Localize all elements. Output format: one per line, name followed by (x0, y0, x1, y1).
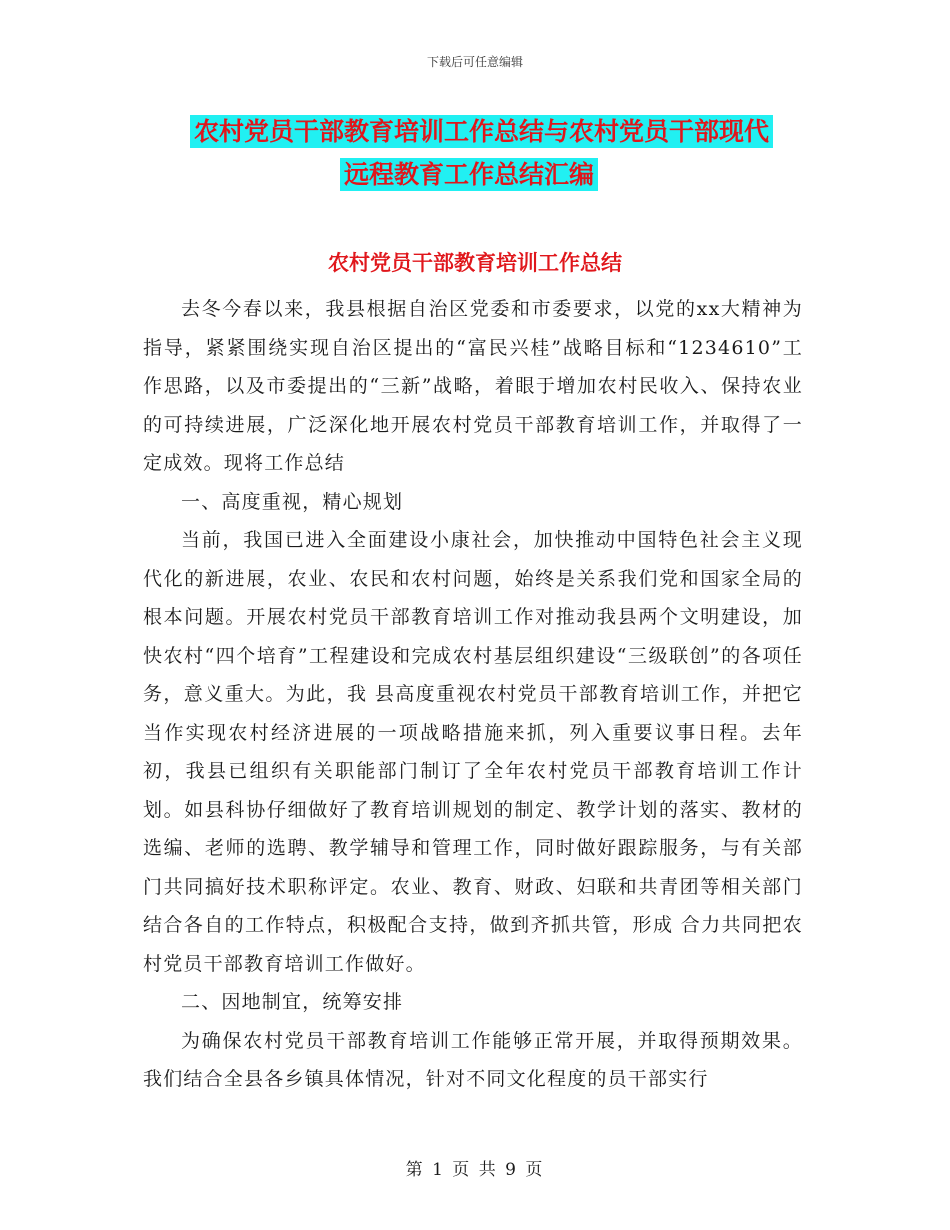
paragraph-intro: 去冬今春以来，我县根据自治区党委和市委要求，以党的xx大精神为指导，紧紧围绕实现自治区提出的“富民兴桂”战略目标和“1234610”工作思路，以及市委提出的“三新”战略，着眼于增加农村民收入、保持农业的可持续进展，广泛深化地开展农村党员干部教育培训工作，并取得了一定成效。现将工作总结 (143, 298, 803, 474)
document-title-text-2: 远程教育工作总结汇编 (340, 158, 598, 191)
page-header-note: 下载后可任意编辑 (426, 55, 523, 69)
document-title-text-1: 农村党员干部教育培训工作总结与农村党员干部现代 (190, 115, 773, 148)
heading-one: 一、高度重视，精心规划 (181, 490, 404, 513)
heading-two: 二、因地制宜，统筹安排 (181, 991, 404, 1013)
document-title-line-2 (340, 150, 950, 200)
document-body (143, 290, 803, 1099)
paragraph-two: 为确保农村党员干部教育培训工作能够正常开展，并取得预期效果。我们结合全县各乡镇具体情况，针对不同文化程度的员干部实行 (143, 1029, 803, 1090)
section-title: 农村党员干部教育培训工作总结 (328, 251, 622, 275)
paragraph-one: 当前，我国已进入全面建设小康社会，加快推动中国特色社会主义现代化的新进展，农业、农民和农村问题，始终是关系我们党和国家全局的根本问题。开展农村党员干部教育培训工作对推动我县两个文明建设，加快农村“四个培育”工程建设和完成农村基层组织建设“三级联创”的各项任务，意义重大。为此，我 县高度重视农村党员干部教育培训工作，并把它当作实现农村经济进展的一项战略措施来抓，列入重要议事日程。去年初，我县已组织有关职能部门制订了全年农村党员干部教育培训工作计划。如县科协仔细做好了教育培训规划的制定、教学计划的落实、教材的选编、老师的选聘、教学辅导和管理工作，同时做好跟踪服务，与有关部门共同搞好技术职称评定。农业、教育、财政、妇联和共青团等相关部门结合各自的工作特点，积极配合支持，做到齐抓共管，形成 合力共同把农村党员干部教育培训工作做好。 (143, 529, 803, 975)
page-number: 第 1 页 共 9 页 (405, 1160, 545, 1180)
